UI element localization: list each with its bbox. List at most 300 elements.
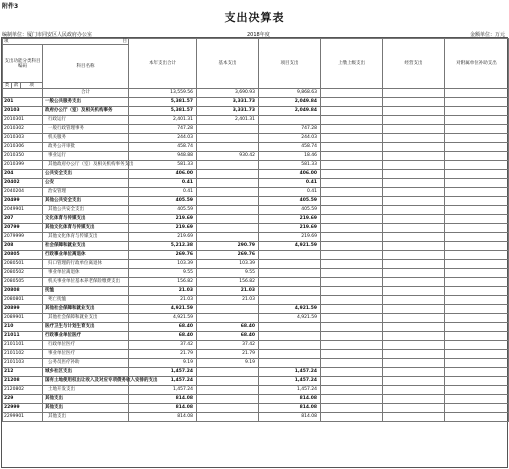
amount-cell: 0.41	[259, 188, 321, 197]
amount-cell	[197, 233, 259, 242]
amount-cell	[445, 341, 509, 350]
amount-cell	[197, 404, 259, 413]
amount-cell: 814.08	[259, 413, 321, 422]
amount-cell: 1,457.24	[129, 386, 197, 395]
col-header-operating: 经营支出	[383, 39, 445, 89]
subject-name: 其他社会保障和就业支出	[43, 314, 129, 323]
amount-cell: 458.74	[129, 143, 197, 152]
amount-cell	[445, 305, 509, 314]
amount-cell	[445, 404, 509, 413]
table-row	[3, 251, 509, 260]
subject-code: 2080801	[3, 296, 43, 305]
amount-cell: 219.69	[259, 215, 321, 224]
amount-cell	[197, 197, 259, 206]
amount-cell	[383, 386, 445, 395]
amount-cell	[445, 224, 509, 233]
amount-cell	[445, 368, 509, 377]
subject-code: 208	[3, 242, 43, 251]
subject-code: 20808	[3, 287, 43, 296]
amount-cell	[383, 152, 445, 161]
amount-cell	[445, 161, 509, 170]
amount-cell: 406.00	[129, 170, 197, 179]
subject-name: 政府办公厅（室）及相关机构事务	[43, 107, 129, 116]
amount-cell	[383, 206, 445, 215]
amount-cell	[445, 350, 509, 359]
amount-cell	[445, 296, 509, 305]
subject-name: 土地开发支出	[43, 386, 129, 395]
amount-cell: 156.82	[129, 278, 197, 287]
amount-cell	[383, 341, 445, 350]
amount-cell	[383, 404, 445, 413]
subject-code: 2010350	[3, 152, 43, 161]
amount-cell	[259, 323, 321, 332]
expenditure-table	[2, 38, 509, 422]
amount-cell	[383, 377, 445, 386]
subject-code: 2101103	[3, 359, 43, 368]
subject-name: 行政事业单位离退休	[43, 251, 129, 260]
amount-cell	[383, 368, 445, 377]
amount-cell: 1,457.24	[259, 377, 321, 386]
subject-name: 一般公共服务支出	[43, 98, 129, 107]
table-row	[3, 215, 509, 224]
amount-cell	[197, 395, 259, 404]
amount-cell	[445, 152, 509, 161]
total-cell: 13,559.56	[129, 89, 197, 98]
amount-cell	[445, 98, 509, 107]
fiscal-year: 2018年度	[247, 32, 270, 38]
amount-cell	[445, 260, 509, 269]
amount-cell	[321, 323, 383, 332]
amount-cell	[383, 125, 445, 134]
amount-cell	[321, 377, 383, 386]
subject-code: 212	[3, 368, 43, 377]
subject-name: 政务公开审批	[43, 143, 129, 152]
amount-cell	[321, 206, 383, 215]
amount-cell	[445, 116, 509, 125]
compiling-unit: 编制单位：厦门市同安区人民政府办公室	[2, 32, 93, 38]
subject-name: 文化体育与传媒支出	[43, 215, 129, 224]
table-row	[3, 359, 509, 368]
amount-cell: 814.08	[259, 404, 321, 413]
amount-cell: 747.28	[259, 125, 321, 134]
subject-code: 204	[3, 170, 43, 179]
col-header-total: 本年支出合计	[129, 39, 197, 89]
amount-cell	[197, 215, 259, 224]
amount-cell: 219.69	[259, 233, 321, 242]
table-row	[3, 377, 509, 386]
subject-name: 事业单位离退休	[43, 269, 129, 278]
amount-cell	[445, 287, 509, 296]
amount-cell	[383, 350, 445, 359]
table-row	[3, 386, 509, 395]
amount-cell	[321, 296, 383, 305]
amount-cell: 0.41	[129, 179, 197, 188]
amount-cell	[383, 170, 445, 179]
subject-name: 其他支出	[43, 395, 129, 404]
amount-cell	[445, 413, 509, 422]
amount-cell	[321, 314, 383, 323]
amount-cell: 4,921.59	[259, 242, 321, 251]
col-header-type: 类	[3, 83, 12, 89]
amount-cell	[197, 413, 259, 422]
table-row	[3, 197, 509, 206]
amount-cell	[321, 260, 383, 269]
amount-cell	[197, 179, 259, 188]
amount-cell	[383, 305, 445, 314]
subject-name: 机关事业单位基本养老保险缴费支出	[43, 278, 129, 287]
amount-cell	[321, 215, 383, 224]
col-header-remit: 上缴上级支出	[321, 39, 383, 89]
amount-cell	[383, 215, 445, 224]
amount-cell	[321, 287, 383, 296]
subject-name: 死亡抚恤	[43, 296, 129, 305]
amount-cell	[383, 161, 445, 170]
subject-code: 2079999	[3, 233, 43, 242]
amount-cell	[197, 314, 259, 323]
subject-code: 2010303	[3, 134, 43, 143]
expenditure-table-frame	[1, 37, 508, 468]
table-row	[3, 224, 509, 233]
amount-cell: 21.79	[197, 350, 259, 359]
subject-code: 207	[3, 215, 43, 224]
amount-cell	[321, 305, 383, 314]
amount-cell	[321, 98, 383, 107]
amount-cell: 4,921.59	[259, 314, 321, 323]
subject-name: 医疗卫生与计划生育支出	[43, 323, 129, 332]
amount-cell: 37.42	[197, 341, 259, 350]
amount-cell	[259, 296, 321, 305]
table-row	[3, 350, 509, 359]
header-project-label: 项	[4, 39, 9, 44]
subject-code: 21208	[3, 377, 43, 386]
amount-cell	[321, 404, 383, 413]
subject-code: 22999	[3, 404, 43, 413]
amount-cell: 458.74	[259, 143, 321, 152]
amount-cell: 9.55	[197, 269, 259, 278]
subject-name: 治安管理	[43, 188, 129, 197]
amount-cell: 9.19	[197, 359, 259, 368]
amount-cell	[321, 134, 383, 143]
amount-cell	[445, 377, 509, 386]
amount-cell	[321, 242, 383, 251]
amount-cell	[197, 206, 259, 215]
amount-cell: 21.03	[129, 287, 197, 296]
subject-name: 其他支出	[43, 413, 129, 422]
amount-cell	[445, 332, 509, 341]
amount-cell: 814.08	[259, 395, 321, 404]
subject-code: 2299901	[3, 413, 43, 422]
amount-cell: 21.03	[129, 296, 197, 305]
amount-cell: 5,212.38	[129, 242, 197, 251]
amount-cell	[321, 269, 383, 278]
amount-cell	[197, 125, 259, 134]
amount-cell: 5,381.57	[129, 107, 197, 116]
amount-cell: 5,381.57	[129, 98, 197, 107]
amount-cell: 747.28	[129, 125, 197, 134]
amount-cell	[445, 242, 509, 251]
amount-cell: 4,921.59	[259, 305, 321, 314]
subject-name: 行政单位医疗	[43, 341, 129, 350]
amount-cell	[321, 179, 383, 188]
amount-cell: 405.59	[129, 206, 197, 215]
amount-cell: 1,457.24	[259, 368, 321, 377]
total-label: 合计	[43, 89, 129, 98]
table-row	[3, 269, 509, 278]
subject-name: 其他政府办公厅（室）及相关机构事务支出	[43, 161, 129, 170]
amount-cell	[383, 197, 445, 206]
subject-code: 2010301	[3, 116, 43, 125]
table-row	[3, 323, 509, 332]
amount-cell	[445, 323, 509, 332]
amount-cell: 269.76	[197, 251, 259, 260]
amount-cell	[321, 386, 383, 395]
table-row	[3, 107, 509, 116]
subject-code: 2010306	[3, 143, 43, 152]
amount-cell	[197, 368, 259, 377]
table-row	[3, 287, 509, 296]
subject-name: 其他文化体育与传媒支出	[43, 224, 129, 233]
subject-code: 210	[3, 323, 43, 332]
amount-cell: 156.82	[197, 278, 259, 287]
amount-cell	[321, 125, 383, 134]
amount-cell	[321, 188, 383, 197]
amount-cell	[445, 278, 509, 287]
col-header-xiang: 项	[21, 83, 43, 89]
amount-cell	[197, 188, 259, 197]
amount-cell	[321, 395, 383, 404]
amount-cell: 405.59	[129, 197, 197, 206]
subject-name: 机关服务	[43, 134, 129, 143]
amount-cell	[445, 143, 509, 152]
total-cell: 9,868.63	[259, 89, 321, 98]
amount-cell: 290.79	[197, 242, 259, 251]
table-row	[3, 98, 509, 107]
amount-cell: 0.41	[129, 188, 197, 197]
subject-code: 2040204	[3, 188, 43, 197]
amount-cell	[321, 170, 383, 179]
amount-cell: 405.59	[259, 206, 321, 215]
amount-cell	[383, 224, 445, 233]
amount-cell	[445, 314, 509, 323]
subject-code: 20899	[3, 305, 43, 314]
amount-cell	[321, 224, 383, 233]
amount-cell	[445, 197, 509, 206]
amount-cell	[197, 305, 259, 314]
amount-cell	[383, 359, 445, 368]
amount-cell	[197, 224, 259, 233]
subject-code: 229	[3, 395, 43, 404]
subject-code: 2010302	[3, 125, 43, 134]
amount-cell: 219.69	[129, 224, 197, 233]
amount-cell: 68.40	[197, 323, 259, 332]
col-header-basic: 基本支出	[197, 39, 259, 89]
amount-cell: 814.08	[129, 395, 197, 404]
amount-cell	[321, 143, 383, 152]
amount-cell	[321, 341, 383, 350]
money-unit: 金额单位：万元	[469, 32, 505, 38]
amount-cell: 9.55	[129, 269, 197, 278]
amount-cell: 2,401.31	[197, 116, 259, 125]
total-row	[3, 89, 509, 98]
amount-cell	[445, 269, 509, 278]
table-row	[3, 305, 509, 314]
amount-cell	[383, 188, 445, 197]
amount-cell	[259, 359, 321, 368]
amount-cell	[445, 215, 509, 224]
amount-cell: 21.03	[197, 296, 259, 305]
amount-cell: 68.40	[129, 323, 197, 332]
subject-name: 公务员医疗补助	[43, 359, 129, 368]
amount-cell: 948.88	[129, 152, 197, 161]
subject-name: 其他文化体育与传媒支出	[43, 233, 129, 242]
amount-cell	[445, 125, 509, 134]
subject-name: 其他公共安全支出	[43, 206, 129, 215]
amount-cell	[197, 134, 259, 143]
amount-cell	[321, 332, 383, 341]
subject-name: 行政事业单位医疗	[43, 332, 129, 341]
amount-cell	[259, 278, 321, 287]
subject-code: 20799	[3, 224, 43, 233]
table-row	[3, 260, 509, 269]
amount-cell	[383, 98, 445, 107]
table-row	[3, 143, 509, 152]
table-row	[3, 188, 509, 197]
subject-name: 归口管理的行政单位离退休	[43, 260, 129, 269]
amount-cell	[383, 242, 445, 251]
subject-code: 2049901	[3, 206, 43, 215]
subject-name: 事业单位医疗	[43, 350, 129, 359]
amount-cell	[383, 143, 445, 152]
amount-cell: 244.03	[129, 134, 197, 143]
amount-cell	[197, 170, 259, 179]
subject-code: 2120802	[3, 386, 43, 395]
amount-cell: 9.19	[129, 359, 197, 368]
amount-cell: 4,921.59	[129, 314, 197, 323]
table-row	[3, 170, 509, 179]
subject-code: 21011	[3, 332, 43, 341]
amount-cell	[383, 332, 445, 341]
amount-cell	[383, 413, 445, 422]
subject-code: 2101101	[3, 341, 43, 350]
subject-name: 抚恤	[43, 287, 129, 296]
table-row	[3, 161, 509, 170]
amount-cell: 406.00	[259, 170, 321, 179]
col-header-project: 项目支出	[259, 39, 321, 89]
subject-code: 2080505	[3, 278, 43, 287]
table-body	[3, 98, 509, 422]
subject-name: 社会保障和就业支出	[43, 242, 129, 251]
amount-cell	[445, 359, 509, 368]
amount-cell	[321, 350, 383, 359]
amount-cell	[259, 269, 321, 278]
amount-cell	[383, 314, 445, 323]
table-row	[3, 332, 509, 341]
subject-code: 20402	[3, 179, 43, 188]
table-row	[3, 368, 509, 377]
subject-name: 事业运行	[43, 152, 129, 161]
amount-cell	[321, 251, 383, 260]
amount-cell	[383, 395, 445, 404]
amount-cell: 219.69	[129, 215, 197, 224]
amount-cell	[259, 251, 321, 260]
subject-name: 国有土地使用权出让收入及对应专项债务收入安排的支出	[43, 377, 129, 386]
amount-cell: 21.03	[197, 287, 259, 296]
amount-cell: 930.42	[197, 152, 259, 161]
amount-cell	[321, 107, 383, 116]
amount-cell: 2,401.31	[129, 116, 197, 125]
amount-cell	[445, 251, 509, 260]
amount-cell	[445, 206, 509, 215]
amount-cell	[321, 359, 383, 368]
amount-cell: 103.39	[197, 260, 259, 269]
amount-cell	[321, 161, 383, 170]
col-header-kuan: 款	[12, 83, 21, 89]
amount-cell: 68.40	[197, 332, 259, 341]
subject-code: 2010399	[3, 161, 43, 170]
table-row	[3, 233, 509, 242]
amount-cell: 244.03	[259, 134, 321, 143]
amount-cell	[197, 377, 259, 386]
col-header-name: 科目名称	[43, 45, 129, 89]
table-row	[3, 116, 509, 125]
amount-cell	[259, 116, 321, 125]
subject-code: 2080501	[3, 260, 43, 269]
amount-cell: 18.46	[259, 152, 321, 161]
amount-cell	[259, 287, 321, 296]
amount-cell	[321, 152, 383, 161]
amount-cell	[321, 278, 383, 287]
amount-cell	[197, 386, 259, 395]
amount-cell	[197, 143, 259, 152]
subject-name: 其他社会保障和就业支出	[43, 305, 129, 314]
amount-cell	[383, 134, 445, 143]
attachment-label: 附件3	[2, 3, 19, 10]
table-row	[3, 404, 509, 413]
header-item-label: 目	[122, 39, 127, 44]
amount-cell	[445, 170, 509, 179]
amount-cell: 1,457.24	[129, 368, 197, 377]
amount-cell	[197, 161, 259, 170]
page-title: 支出决算表	[224, 11, 285, 24]
total-cell: 3,690.93	[197, 89, 259, 98]
table-row	[3, 341, 509, 350]
total-cell	[321, 89, 383, 98]
table-row	[3, 206, 509, 215]
amount-cell	[321, 116, 383, 125]
subject-code: 20103	[3, 107, 43, 116]
table-row	[3, 134, 509, 143]
table-row	[3, 278, 509, 287]
amount-cell: 2,049.84	[259, 98, 321, 107]
subject-name: 行政运行	[43, 116, 129, 125]
amount-cell: 37.42	[129, 341, 197, 350]
amount-cell	[383, 179, 445, 188]
table-row	[3, 395, 509, 404]
amount-cell: 68.40	[129, 332, 197, 341]
amount-cell	[445, 179, 509, 188]
table-row	[3, 125, 509, 134]
amount-cell	[383, 116, 445, 125]
amount-cell	[383, 233, 445, 242]
amount-cell	[383, 287, 445, 296]
table-row	[3, 296, 509, 305]
amount-cell	[445, 188, 509, 197]
amount-cell: 581.33	[129, 161, 197, 170]
amount-cell	[445, 107, 509, 116]
amount-cell	[383, 269, 445, 278]
amount-cell	[321, 368, 383, 377]
subject-name: 一般行政管理事务	[43, 125, 129, 134]
